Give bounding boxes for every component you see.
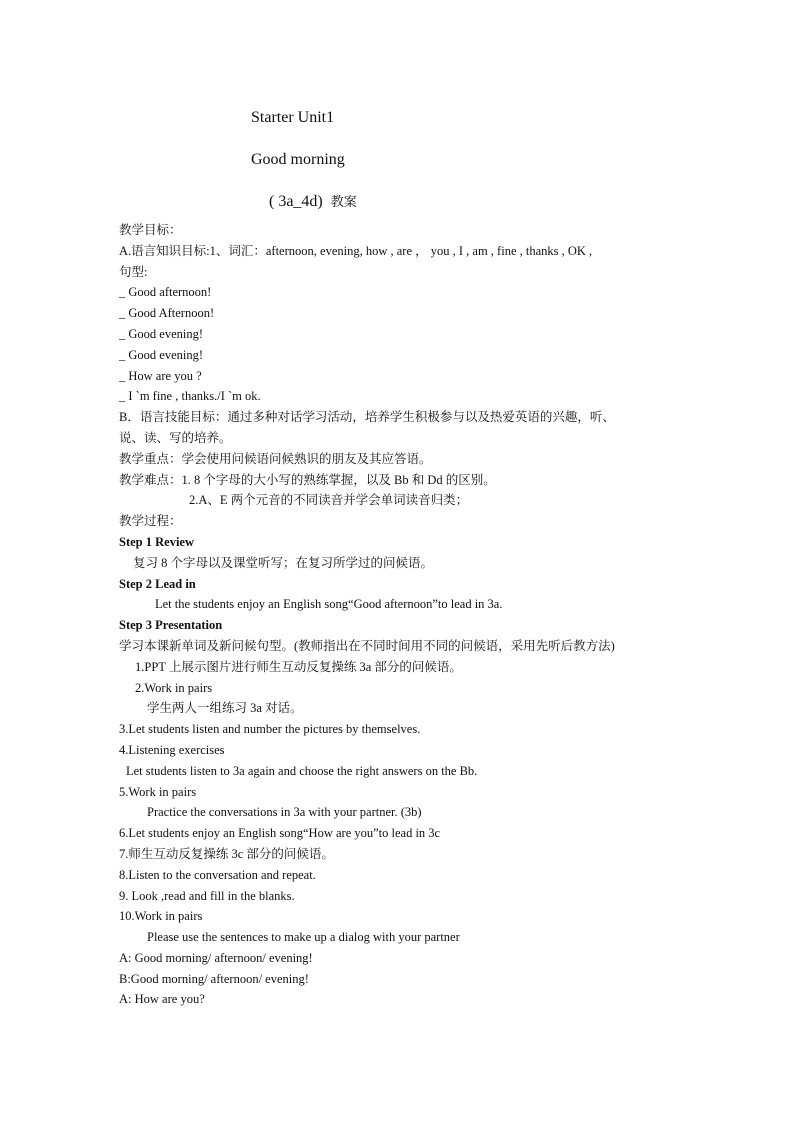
step-1-text: 复习 8 个字母以及课堂听写；在复习所学过的问候语。: [133, 555, 434, 570]
teaching-goals-heading: 教学目标：: [119, 223, 182, 237]
pattern-line: _ I `m fine , thanks./I `m ok.: [119, 389, 261, 404]
sentence-patterns-label: 句型:: [119, 264, 148, 279]
activity-5: 5.Work in pairs: [119, 784, 197, 799]
section-range: ( 3a_4d): [269, 193, 323, 210]
knowledge-goal-vocab: A.语言知识目标:1、词汇：afternoon, evening, how , are ， you , I , am , fine , thanks , OK ,: [119, 243, 593, 258]
dialog-line: A: Good morning/ afternoon/ evening!: [119, 950, 313, 965]
activity-3: 3.Let students listen and number the pictures by themselves.: [119, 722, 421, 737]
step-2-text: Let the students enjoy an English song“Good afternoon”to lead in 3a.: [155, 597, 503, 612]
activity-2-detail: 学生两人一组练习 3a 对话。: [147, 701, 303, 716]
activity-6: 6.Let students enjoy an English song“How are you”to lead in 3c: [119, 826, 441, 841]
activity-2: 2.Work in pairs: [135, 680, 213, 695]
activity-1: 1.PPT 上展示图片进行师生互动反复操练 3a 部分的问候语。: [135, 659, 462, 674]
pattern-line: _ Good afternoon!: [119, 285, 212, 300]
activity-4: 4.Listening exercises: [119, 742, 225, 757]
process-heading: 教学过程：: [119, 514, 182, 529]
dialog-line: B:Good morning/ afternoon/ evening!: [119, 971, 309, 986]
pattern-line: _ Good evening!: [119, 347, 204, 362]
pattern-line: _ Good Afternoon!: [119, 306, 215, 321]
lesson-plan-body: [119, 220, 709, 1010]
step-2-heading: Step 2 Lead in: [119, 576, 196, 591]
step-1-heading: Step 1 Review: [119, 534, 194, 549]
section-title: [269, 192, 357, 212]
difficult-point: 教学难点：1. 8 个字母的大小写的熟练掌握，以及 Bb 和 Dd 的区别。: [119, 472, 496, 487]
pattern-line: _ Good evening!: [119, 326, 204, 341]
activity-8: 8.Listen to the conversation and repeat.: [119, 867, 316, 882]
activity-9: 9. Look ,read and fill in the blanks.: [119, 888, 295, 903]
key-point: 教学重点：学会使用问候语问候熟识的朋友及其应答语。: [119, 451, 432, 466]
lesson-title: Good morning: [251, 151, 345, 168]
pattern-line: _ How are you ?: [119, 368, 202, 383]
activity-10: 10.Work in pairs: [119, 909, 203, 924]
activity-7: 7.师生互动反复操练 3c 部分的问候语。: [119, 846, 334, 861]
unit-title: Starter Unit1: [251, 109, 335, 126]
skill-goal: B．语言技能目标：通过多种对话学习活动，培养学生积极参与以及热爱英语的兴趣，听、: [119, 410, 615, 425]
activity-4-detail: Let students listen to 3a again and choose the right answers on the Bb.: [126, 763, 478, 778]
step-3-heading: Step 3 Presentation: [119, 618, 223, 633]
section-suffix: 教案: [330, 194, 357, 209]
step-3-intro: 学习本课新单词及新问候句型。(教师指出在不同时间用不同的问候语，采用先听后教方法): [119, 638, 615, 653]
skill-goal-cont: 说、读、写的培养。: [119, 430, 232, 445]
activity-10-detail: Please use the sentences to make up a dialog with your partner: [147, 930, 460, 945]
activity-5-detail: Practice the conversations in 3a with your partner. (3b): [147, 805, 422, 820]
difficult-point-2: 2.A、E 两个元音的不同读音并学会单词读音归类；: [189, 493, 469, 508]
dialog-line: A: How are you?: [119, 992, 205, 1007]
